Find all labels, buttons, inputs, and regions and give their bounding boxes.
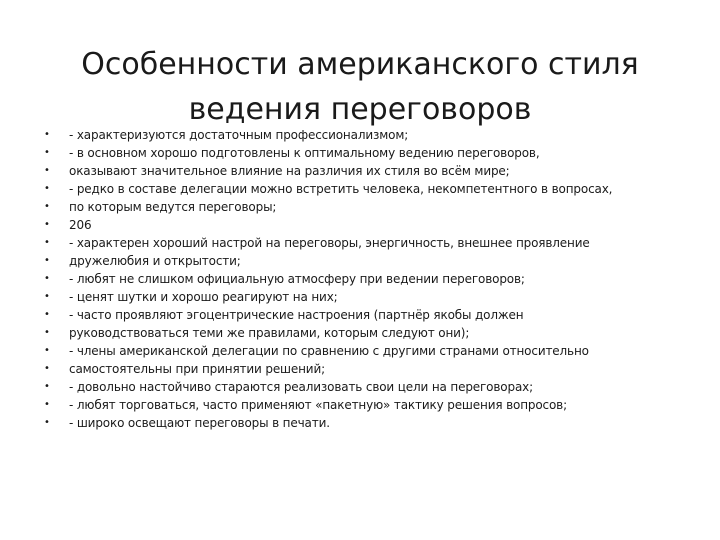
bullet-text: - члены американской делегации по сравнению с другими странами относительно (69, 344, 589, 358)
bullet-text: - часто проявляют эгоцентрические настроения (партнёр якобы должен (69, 308, 524, 322)
bullet-text: руководствоваться теми же правилами, которым следуют они); (69, 326, 470, 340)
bullet-item-7 (44, 234, 684, 252)
bullet-dot-icon: • (44, 345, 50, 356)
bullet-list (44, 126, 684, 432)
bullet-dot-icon: • (44, 165, 50, 176)
bullet-dot-icon: • (44, 309, 50, 320)
bullet-dot-icon: • (44, 327, 50, 338)
bullet-text: 206 (69, 218, 92, 232)
bullet-item-6 (44, 216, 684, 234)
bullet-item-14 (44, 360, 684, 378)
bullet-item-17 (44, 414, 684, 432)
bullet-text: по которым ведутся переговоры; (69, 200, 277, 214)
bullet-dot-icon: • (44, 273, 50, 284)
bullet-dot-icon: • (44, 201, 50, 212)
bullet-item-3 (44, 162, 684, 180)
bullet-text: - характерен хороший настрой на переговоры, энергичность, внешнее проявление (69, 236, 590, 250)
bullet-text: - любят торговаться, часто применяют «пакетную» тактику решения вопросов; (69, 398, 568, 412)
bullet-item-16 (44, 396, 684, 414)
bullet-item-2 (44, 144, 684, 162)
bullet-item-13 (44, 342, 684, 360)
bullet-dot-icon: • (44, 363, 50, 374)
bullet-item-10 (44, 288, 684, 306)
bullet-item-9 (44, 270, 684, 288)
bullet-text: самостоятельны при принятии решений; (69, 362, 325, 376)
bullet-dot-icon: • (44, 219, 50, 230)
bullet-dot-icon: • (44, 417, 50, 428)
bullet-dot-icon: • (44, 381, 50, 392)
bullet-text: - редко в составе делегации можно встретить человека, некомпетентного в вопросах, (69, 182, 613, 196)
slide-title (40, 42, 680, 132)
bullet-item-8 (44, 252, 684, 270)
bullet-text: - довольно настойчиво стараются реализовать свои цели на переговорах; (69, 380, 533, 394)
slide-title-line-2: ведения переговоров (188, 92, 532, 128)
bullet-dot-icon: • (44, 399, 50, 410)
bullet-dot-icon: • (44, 183, 50, 194)
bullet-item-11 (44, 306, 684, 324)
slide-title-line-1: Особенности американского стиля (81, 47, 639, 83)
bullet-dot-icon: • (44, 291, 50, 302)
bullet-text: дружелюбия и открытости; (69, 254, 241, 268)
bullet-item-15 (44, 378, 684, 396)
bullet-dot-icon: • (44, 129, 50, 140)
bullet-item-5 (44, 198, 684, 216)
bullet-dot-icon: • (44, 237, 50, 248)
bullet-text: - характеризуются достаточным профессионализмом; (69, 128, 409, 142)
bullet-text: оказывают значительное влияние на различия их стиля во всём мире; (69, 164, 510, 178)
bullet-text: - ценят шутки и хорошо реагируют на них; (69, 290, 338, 304)
bullet-text: - широко освещают переговоры в печати. (69, 416, 330, 430)
bullet-item-12 (44, 324, 684, 342)
bullet-dot-icon: • (44, 255, 50, 266)
bullet-text: - любят не слишком официальную атмосферу при ведении переговоров; (69, 272, 525, 286)
bullet-item-4 (44, 180, 684, 198)
bullet-text: - в основном хорошо подготовлены к оптимальному ведению переговоров, (69, 146, 540, 160)
bullet-dot-icon: • (44, 147, 50, 158)
bullet-item-1 (44, 126, 684, 144)
